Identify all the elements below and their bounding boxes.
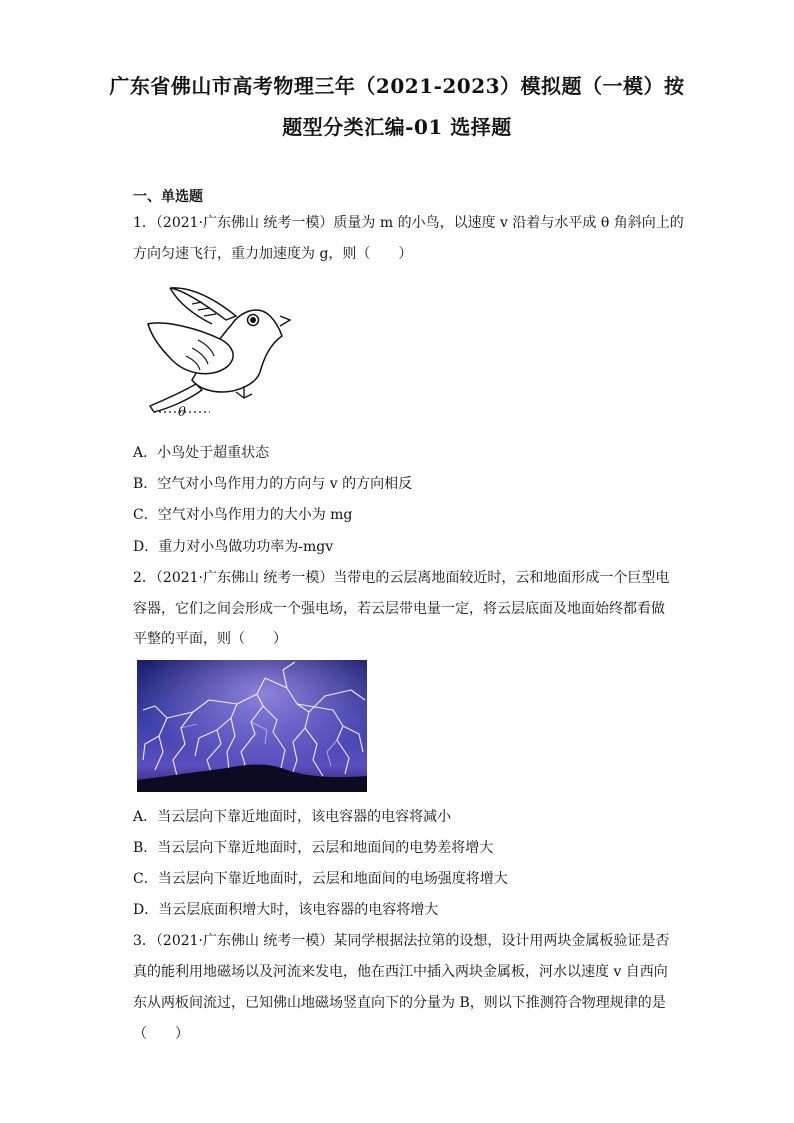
lightning-photo bbox=[137, 660, 367, 792]
question-1-option-c: C．空气对小鸟作用力的大小为 mg bbox=[133, 507, 353, 523]
question-1-line-1: 1．（2021·广东佛山 统考一模）质量为 m 的小鸟，以速度 v 沿着与水平成 θ 角斜向上的 bbox=[133, 215, 684, 231]
section-heading: 一、单选题 bbox=[133, 189, 203, 205]
question-2-option-b: B．当云层向下靠近地面时，云层和地面间的电势差将增大 bbox=[133, 840, 494, 856]
document-title-line-2: 题型分类汇编-01 选择题 bbox=[282, 115, 512, 139]
question-1-option-a: A．小鸟处于超重状态 bbox=[133, 445, 270, 461]
question-3-line-3: 东从两板间流过，已知佛山地磁场竖直向下的分量为 B，则以下推测符合物理规律的是 bbox=[133, 995, 666, 1011]
question-3-line-4: （ ） bbox=[133, 1026, 189, 1042]
angle-label: θ bbox=[178, 405, 186, 420]
document-title-line-1: 广东省佛山市高考物理三年（2021-2023）模拟题（一模）按 bbox=[109, 74, 685, 98]
question-3-line-2: 真的能利用地磁场以及河流来发电，他在西江中插入两块金属板，河水以速度 v 自西向 bbox=[133, 964, 668, 980]
question-1-option-d: D．重力对小鸟做功功率为-mgv bbox=[133, 539, 334, 555]
question-1-option-b: B．空气对小鸟作用力的方向与 v 的方向相反 bbox=[133, 476, 413, 492]
bird-illustration bbox=[140, 280, 300, 425]
question-3-line-1: 3．（2021·广东佛山 统考一模）某同学根据法拉第的设想，设计用两块金属板验证是否 bbox=[133, 933, 670, 949]
question-2-option-c: C．当云层向下靠近地面时，云层和地面间的电场强度将增大 bbox=[133, 871, 508, 887]
question-2-line-3: 平整的平面，则（ ） bbox=[133, 631, 287, 647]
question-2-line-2: 容器，它们之间会形成一个强电场，若云层带电量一定，将云层底面及地面始终都看做 bbox=[133, 601, 665, 617]
question-2-option-d: D．当云层底面积增大时，该电容器的电容将增大 bbox=[133, 902, 439, 918]
question-2-option-a: A．当云层向下靠近地面时，该电容器的电容将减小 bbox=[133, 809, 452, 825]
question-1-line-2: 方向匀速飞行，重力加速度为 g，则（ ） bbox=[133, 246, 413, 262]
question-2-line-1: 2．（2021·广东佛山 统考一模）当带电的云层离地面较近时，云和地面形成一个巨型电 bbox=[133, 570, 670, 586]
